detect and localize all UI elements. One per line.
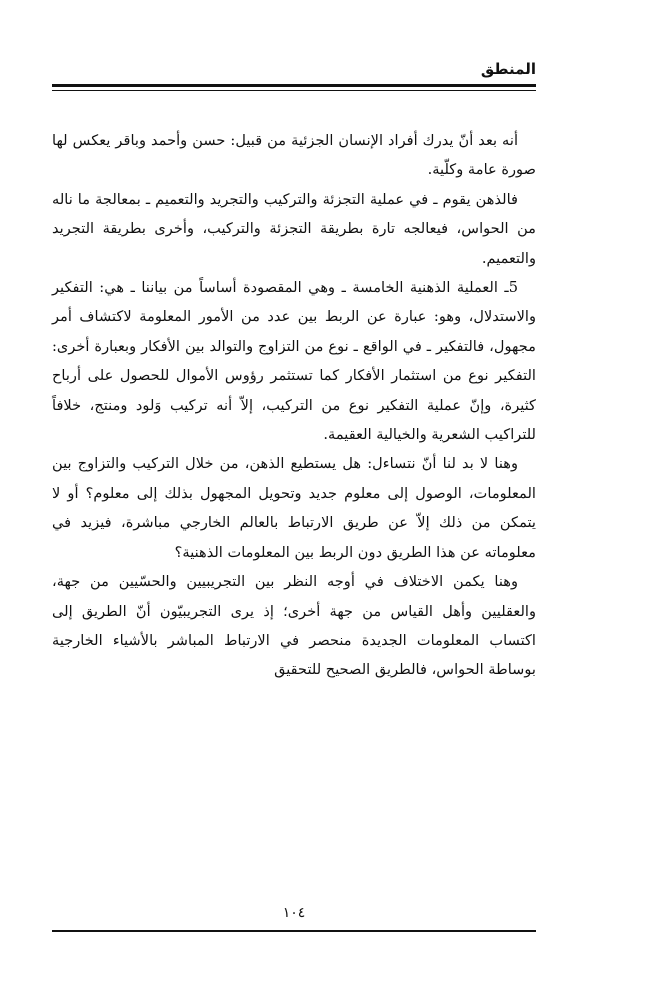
paragraph-2: فالذهن يقوم ـ في عملية التجزئة والتركيب والتجريد والتعميم ـ بمعالجة ما ناله من الحواس، فيعالجه تارة بطريقة التجزئة والتركيب، وأخرى بطريقة التجريد والتعميم. bbox=[52, 190, 536, 267]
page-header bbox=[52, 58, 536, 98]
paragraph-3: 5ـ العملية الذهنية الخامسة ـ وهي المقصودة أساساً من بياننا ـ هي: التفكير والاستدلال، وهو: عبارة عن الربط بين عدد من الأمور المعلومة لاكتشاف أمر مجهول، فالتفكير ـ في الواقع ـ نوع من التزاوج والتوالد بين الأفكار وبعبارة أخرى: التفكير نوع من استثمار الأفكار كما تستثمر رؤوس الأموال للحصول على أرباح كثيرة، وإنّ عملية التفكير نوع من التركيب، إلاّ أنه تركيب وَلود ومنتج، خلافاً للتراكيب الشعرية والخيالية العقيمة. bbox=[52, 279, 536, 444]
paragraph-4: وهنا لا بد لنا أنّ نتساءل: هل يستطيع الذهن، من خلال التركيب والتزاوج بين المعلومات، الوصول إلى معلوم جديد وتحويل المجهول بذلك إلى معلوم؟ أو لا يتمكن من ذلك إلاّ عن طريق الارتباط بالعالم الخارجي مباشرة، فيزيد في معلوماته عن هذا الطريق دون الربط بين المعلومات الذهنية؟ bbox=[52, 455, 536, 561]
body-text bbox=[52, 126, 536, 685]
header-rule-thin bbox=[52, 90, 536, 91]
paragraph-5: وهنا يكمن الاختلاف في أوجه النظر بين التجريبيين والحسّيين من جهة، والعقليين وأهل القياس من جهة أخرى؛ إذ يرى التجريبيّون أنّ الطريق إلى اكتساب المعلومات الجديدة منحصر في الارتباط المباشر بالأشياء الخارجية بوساطة الحواس، فالطريق الصحيح للتحقيق bbox=[52, 573, 536, 679]
footer-rule bbox=[52, 930, 536, 932]
paragraph-1: أنه بعد أنّ يدرك أفراد الإنسان الجزئية من قبيل: حسن وأحمد وباقر يعكس لها صورة عامة وكلّية. bbox=[52, 132, 536, 179]
header-rule-thick bbox=[52, 84, 536, 87]
page-number: ١٠٤ bbox=[282, 905, 306, 921]
running-title: المنطق bbox=[480, 60, 536, 78]
